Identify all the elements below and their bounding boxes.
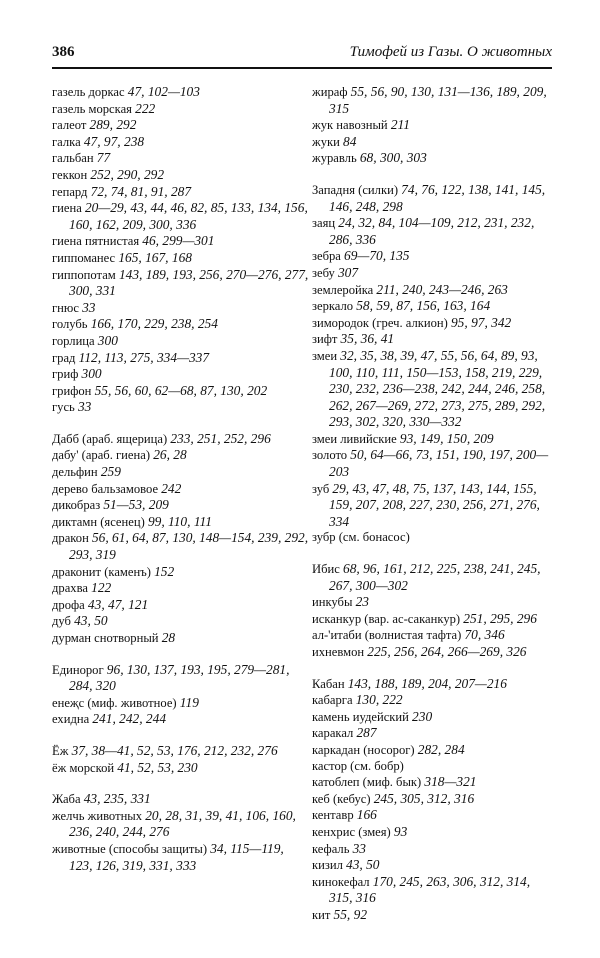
index-term: дабу' (араб. гиена) bbox=[52, 448, 151, 463]
index-page-refs: 43, 235, 331 bbox=[83, 791, 151, 807]
index-page-refs: 29, 43, 47, 48, 75, 137, 143, 144, 155, 159, 207, 208, 227, 230, 256, 271, 276, 334 bbox=[329, 480, 540, 529]
index-page-refs: 152 bbox=[154, 563, 175, 579]
index-entry bbox=[52, 464, 310, 481]
index-entry bbox=[52, 117, 310, 134]
index-entry bbox=[312, 265, 552, 282]
index-term: животные (способы защиты) bbox=[52, 841, 208, 856]
index-entry bbox=[52, 184, 310, 201]
index-term: гепард bbox=[52, 184, 88, 199]
index-term: диктамн (ясенец) bbox=[52, 514, 145, 529]
index-entry bbox=[52, 481, 310, 498]
index-entry bbox=[52, 447, 310, 464]
index-term: дельфин bbox=[52, 465, 98, 480]
index-entry bbox=[52, 84, 310, 101]
index-entry bbox=[52, 101, 310, 118]
index-entry bbox=[52, 316, 310, 333]
index-page-refs: 50, 64—66, 73, 151, 190, 197, 200—203 bbox=[329, 447, 549, 480]
index-entry bbox=[312, 874, 552, 907]
index-page-refs: 26, 28 bbox=[153, 447, 187, 463]
index-term: Дабб (араб. ящерица) bbox=[52, 431, 168, 446]
index-entry bbox=[312, 447, 552, 480]
index-entry bbox=[52, 366, 310, 383]
index-term: гриф bbox=[52, 367, 79, 382]
index-page-refs: 289, 292 bbox=[89, 117, 137, 133]
index-term: Единорог bbox=[52, 662, 104, 677]
index-entry bbox=[52, 662, 310, 695]
letter-section-gap bbox=[312, 167, 552, 182]
index-entry bbox=[312, 627, 552, 644]
index-term: зубр (см. бонасос) bbox=[312, 530, 410, 545]
index-term: Кабан bbox=[312, 676, 345, 691]
index-entry bbox=[312, 676, 552, 693]
index-entry bbox=[52, 841, 310, 874]
index-entry bbox=[52, 300, 310, 317]
index-term: жуки bbox=[312, 134, 340, 149]
index-column-right bbox=[312, 84, 552, 924]
index-page-refs: 211, 240, 243—246, 263 bbox=[376, 281, 508, 297]
index-entry bbox=[312, 530, 552, 546]
index-page-refs: 242 bbox=[161, 480, 182, 496]
letter-section-gap bbox=[52, 776, 310, 791]
index-entry bbox=[312, 84, 552, 117]
index-page-refs: 70, 346 bbox=[464, 627, 505, 643]
index-term: дерево бальзамовое bbox=[52, 481, 159, 496]
index-entry bbox=[52, 350, 310, 367]
index-term: Жаба bbox=[52, 792, 81, 807]
index-entry bbox=[52, 267, 310, 300]
index-term: катоблеп (миф. бык) bbox=[312, 775, 422, 790]
index-term: гиппоманес bbox=[52, 250, 116, 265]
index-entry bbox=[52, 630, 310, 647]
index-page-refs: 225, 256, 264, 266—269, 326 bbox=[367, 644, 527, 659]
index-term: ихневмон bbox=[312, 645, 365, 659]
index-page-refs: 282, 284 bbox=[417, 741, 465, 757]
index-page-refs: 93 bbox=[393, 823, 408, 839]
letter-section-gap bbox=[312, 546, 552, 561]
index-term: исканкур (вар. ас-саканкур) bbox=[312, 611, 461, 626]
index-term: грифон bbox=[52, 383, 92, 398]
index-page-refs: 99, 110, 111 bbox=[147, 513, 212, 529]
index-page-refs: 112, 113, 275, 334—337 bbox=[78, 349, 210, 365]
index-page-refs: 47, 97, 238 bbox=[83, 133, 145, 149]
index-term: заяц bbox=[312, 216, 336, 231]
index-entry bbox=[52, 564, 310, 581]
index-entry bbox=[312, 725, 552, 742]
index-term: дракон bbox=[52, 531, 89, 546]
index-entry bbox=[52, 399, 310, 416]
index-entry bbox=[52, 597, 310, 614]
index-term: змеи ливийские bbox=[312, 431, 397, 446]
index-term: гиена пятнистая bbox=[52, 234, 140, 249]
index-entry bbox=[312, 907, 552, 924]
index-page-refs: 20—29, 43, 44, 46, 82, 85, 133, 134, 156, 160, 162, 209, 300, 336 bbox=[69, 200, 308, 232]
index-page-refs: 222 bbox=[135, 100, 156, 116]
index-page-refs: 55, 56, 60, 62—68, 87, 130, 202 bbox=[94, 382, 268, 398]
index-page-refs: 58, 59, 87, 156, 163, 164 bbox=[356, 298, 491, 314]
index-page-refs: 24, 32, 84, 104—109, 212, 231, 232, 286, 336 bbox=[329, 215, 535, 247]
index-entry bbox=[312, 331, 552, 348]
index-page-refs: 68, 96, 161, 212, 225, 238, 241, 245, 267, 300—302 bbox=[329, 561, 541, 593]
index-term: кит bbox=[312, 907, 331, 922]
index-term: гиена bbox=[52, 201, 82, 216]
page-number: 386 bbox=[52, 44, 75, 60]
index-page-refs: 41, 52, 53, 230 bbox=[117, 759, 198, 775]
index-page-refs: 252, 290, 292 bbox=[90, 166, 165, 182]
index-term: гнюс bbox=[52, 300, 79, 315]
index-term: жук навозный bbox=[312, 118, 388, 133]
index-entry bbox=[52, 497, 310, 514]
index-term: голубь bbox=[52, 317, 88, 332]
index-page-refs: 51—53, 209 bbox=[103, 497, 169, 513]
index-page-refs: 28 bbox=[161, 630, 176, 645]
index-page-refs: 259 bbox=[100, 464, 121, 480]
index-page-refs: 56, 61, 64, 87, 130, 148—154, 239, 292, 293, 319 bbox=[69, 530, 309, 563]
index-entry bbox=[312, 774, 552, 791]
letter-section-gap bbox=[52, 728, 310, 743]
index-page-refs: 165, 167, 168 bbox=[118, 249, 192, 265]
index-term: гиппопотам bbox=[52, 267, 116, 282]
index-page-refs: 43, 50 bbox=[346, 857, 380, 873]
index-entry bbox=[312, 594, 552, 611]
index-page-refs: 170, 245, 263, 306, 312, 314, 315, 316 bbox=[329, 873, 531, 906]
index-term: Ибис bbox=[312, 562, 340, 577]
index-entry bbox=[52, 695, 310, 712]
index-page-refs: 43, 50 bbox=[74, 613, 108, 629]
index-page-refs: 55, 56, 90, 130, 131—136, 189, 209, 315 bbox=[329, 84, 547, 116]
index-page-refs: 143, 188, 189, 204, 207—216 bbox=[347, 675, 507, 691]
index-term: зеркало bbox=[312, 299, 354, 314]
index-entry bbox=[312, 134, 552, 151]
index-entry bbox=[312, 248, 552, 265]
index-term: драхва bbox=[52, 581, 88, 596]
index-term: газель доркас bbox=[52, 85, 125, 99]
index-entry bbox=[52, 431, 310, 448]
index-term: гусь bbox=[52, 400, 75, 415]
index-entry bbox=[52, 233, 310, 250]
index-page-refs: 20, 28, 31, 39, 41, 106, 160, 236, 240, 244, 276 bbox=[69, 807, 296, 840]
index-page-refs: 211 bbox=[390, 117, 410, 133]
index-page-refs: 77 bbox=[96, 150, 111, 166]
index-term: Западня (силки) bbox=[312, 182, 399, 197]
index-entry bbox=[312, 611, 552, 628]
index-page-refs: 318—321 bbox=[424, 774, 477, 790]
index-entry bbox=[52, 613, 310, 630]
index-entry bbox=[312, 315, 552, 332]
index-page-refs: 300 bbox=[97, 332, 118, 348]
index-entry bbox=[312, 807, 552, 824]
index-page-refs: 33 bbox=[82, 299, 96, 315]
index-term: зифт bbox=[312, 332, 338, 347]
index-page-refs: 47, 102—103 bbox=[127, 84, 200, 99]
index-page-refs: 34, 115—119, 123, 126, 319, 331, 333 bbox=[69, 840, 284, 873]
index-entry bbox=[52, 791, 310, 808]
index-page-refs: 69—70, 135 bbox=[344, 248, 410, 264]
index-page-refs: 241, 242, 244 bbox=[92, 711, 167, 727]
index-page-refs: 307 bbox=[337, 264, 359, 280]
index-page-refs: 166, 170, 229, 238, 254 bbox=[90, 316, 218, 332]
index-column-left bbox=[52, 84, 310, 874]
letter-section-gap bbox=[52, 647, 310, 662]
index-term: жираф bbox=[312, 85, 348, 99]
index-page-refs: 166 bbox=[356, 807, 377, 823]
index-term: дрофа bbox=[52, 597, 85, 612]
index-entry bbox=[52, 514, 310, 531]
index-page-refs: 37, 38—41, 52, 53, 176, 212, 232, 276 bbox=[71, 742, 278, 758]
index-page-refs: 32, 35, 38, 39, 47, 55, 56, 64, 89, 93, 100, 110, 111, 150—153, 158, 219, 229, 230, 232, 236—238, 242, 244, 246, 258, 262, 267—269, 272, 273, 275, 289, 292, 293, 302, 320, 330—332 bbox=[329, 347, 546, 430]
index-term: газель морская bbox=[52, 101, 132, 116]
index-entry bbox=[52, 167, 310, 184]
index-page-refs: 72, 74, 81, 91, 287 bbox=[90, 183, 192, 199]
index-term: кизил bbox=[312, 858, 343, 873]
index-term: гальбан bbox=[52, 151, 94, 166]
index-term: кефаль bbox=[312, 841, 350, 856]
index-entry bbox=[312, 150, 552, 167]
index-page-refs: 245, 305, 312, 316 bbox=[373, 790, 475, 806]
index-entry bbox=[52, 711, 310, 728]
index-term: кабарга bbox=[312, 693, 353, 708]
index-page-refs: 130, 222 bbox=[355, 692, 403, 708]
index-term: камень иудейский bbox=[312, 709, 409, 724]
index-entry bbox=[312, 692, 552, 709]
index-term: зебу bbox=[312, 265, 335, 280]
index-entry bbox=[312, 431, 552, 448]
index-page-refs: 55, 92 bbox=[333, 906, 368, 922]
index-term: землеройка bbox=[312, 282, 374, 297]
index-term: кеб (кебус) bbox=[312, 791, 371, 806]
index-term: желчь животных bbox=[52, 808, 143, 823]
index-entry bbox=[52, 150, 310, 167]
index-term: галка bbox=[52, 134, 81, 149]
index-page-refs: 230 bbox=[412, 708, 433, 724]
index-term: кинокефал bbox=[312, 874, 370, 889]
index-term: ёж морской bbox=[52, 760, 115, 775]
index-term: геккон bbox=[52, 167, 88, 182]
letter-section-gap bbox=[52, 416, 310, 431]
index-term: золото bbox=[312, 448, 348, 463]
index-term: зебра bbox=[312, 249, 341, 264]
index-entry bbox=[312, 348, 552, 431]
index-entry bbox=[52, 134, 310, 151]
header-rule bbox=[52, 67, 552, 69]
index-term: кентавр bbox=[312, 808, 354, 823]
index-page-refs: 33 bbox=[352, 840, 366, 856]
index-term: ал-'итаби (волнистая тафта) bbox=[312, 628, 462, 643]
index-entry bbox=[312, 759, 552, 775]
index-page-refs: 68, 300, 303 bbox=[359, 150, 427, 166]
index-term: каркадан (носорог) bbox=[312, 742, 415, 757]
index-term: кастор (см. бобр) bbox=[312, 758, 404, 773]
index-entry bbox=[312, 644, 552, 661]
index-entry bbox=[52, 743, 310, 760]
index-term: дурман снотворный bbox=[52, 631, 159, 645]
index-term: кенхрис (змея) bbox=[312, 824, 391, 839]
index-entry bbox=[312, 481, 552, 531]
index-entry bbox=[52, 760, 310, 777]
index-page-refs: 300 bbox=[81, 366, 102, 382]
index-entry bbox=[312, 709, 552, 726]
index-page-refs: 43, 47, 121 bbox=[87, 596, 149, 612]
index-entry bbox=[312, 282, 552, 299]
index-page-refs: 93, 149, 150, 209 bbox=[399, 430, 494, 446]
index-entry bbox=[312, 561, 552, 594]
index-page-refs: 84 bbox=[343, 133, 357, 149]
index-term: ехидна bbox=[52, 712, 90, 727]
index-term: журавль bbox=[312, 151, 357, 166]
index-entry bbox=[312, 841, 552, 858]
index-entry bbox=[52, 530, 310, 563]
index-page-refs: 119 bbox=[179, 694, 199, 710]
index-entry bbox=[312, 298, 552, 315]
index-term: зуб bbox=[312, 481, 330, 496]
index-term: змеи bbox=[312, 348, 338, 363]
index-term: дуб bbox=[52, 614, 71, 629]
index-page-refs: 122 bbox=[91, 580, 112, 596]
index-entry bbox=[52, 808, 310, 841]
index-page-refs: 35, 36, 41 bbox=[340, 331, 395, 347]
index-term: инкубы bbox=[312, 595, 353, 610]
index-term: каракал bbox=[312, 726, 354, 741]
index-page-refs: 96, 130, 137, 193, 195, 279—281, 284, 320 bbox=[69, 661, 290, 694]
index-entry bbox=[52, 383, 310, 400]
index-entry bbox=[312, 857, 552, 874]
index-entry bbox=[52, 250, 310, 267]
letter-section-gap bbox=[312, 661, 552, 676]
index-page-refs: 23 bbox=[355, 594, 369, 610]
index-page-refs: 33 bbox=[77, 399, 92, 415]
index-page-refs: 95, 97, 342 bbox=[450, 314, 512, 330]
index-term: енеҗс (миф. животное) bbox=[52, 695, 177, 710]
index-term: галеот bbox=[52, 118, 87, 133]
index-page-refs: 251, 295, 296 bbox=[463, 610, 537, 626]
index-page-refs: 46, 299—301 bbox=[142, 233, 215, 249]
index-term: Ёж bbox=[52, 743, 69, 758]
index-page-refs: 143, 189, 193, 256, 270—276, 277, 300, 331 bbox=[69, 266, 309, 299]
page-header bbox=[52, 44, 552, 66]
index-term: драконит (каменъ) bbox=[52, 564, 151, 579]
index-term: дикобраз bbox=[52, 498, 101, 513]
index-term: зимородок (греч. алкион) bbox=[312, 315, 448, 330]
index-entry bbox=[312, 742, 552, 759]
index-page-refs: 287 bbox=[356, 725, 377, 741]
index-page-refs: 74, 76, 122, 138, 141, 145, 146, 248, 298 bbox=[329, 181, 546, 214]
index-entry bbox=[312, 215, 552, 248]
index-page-refs: 233, 251, 252, 296 bbox=[170, 430, 271, 446]
running-title: Тимофей из Газы. О животных bbox=[349, 44, 552, 60]
index-entry bbox=[312, 791, 552, 808]
index-entry bbox=[312, 117, 552, 134]
index-term: горлица bbox=[52, 333, 95, 348]
index-entry bbox=[312, 182, 552, 215]
index-entry bbox=[52, 200, 310, 233]
index-entry bbox=[52, 333, 310, 350]
index-entry bbox=[312, 824, 552, 841]
index-term: град bbox=[52, 350, 76, 365]
index-entry bbox=[52, 580, 310, 597]
